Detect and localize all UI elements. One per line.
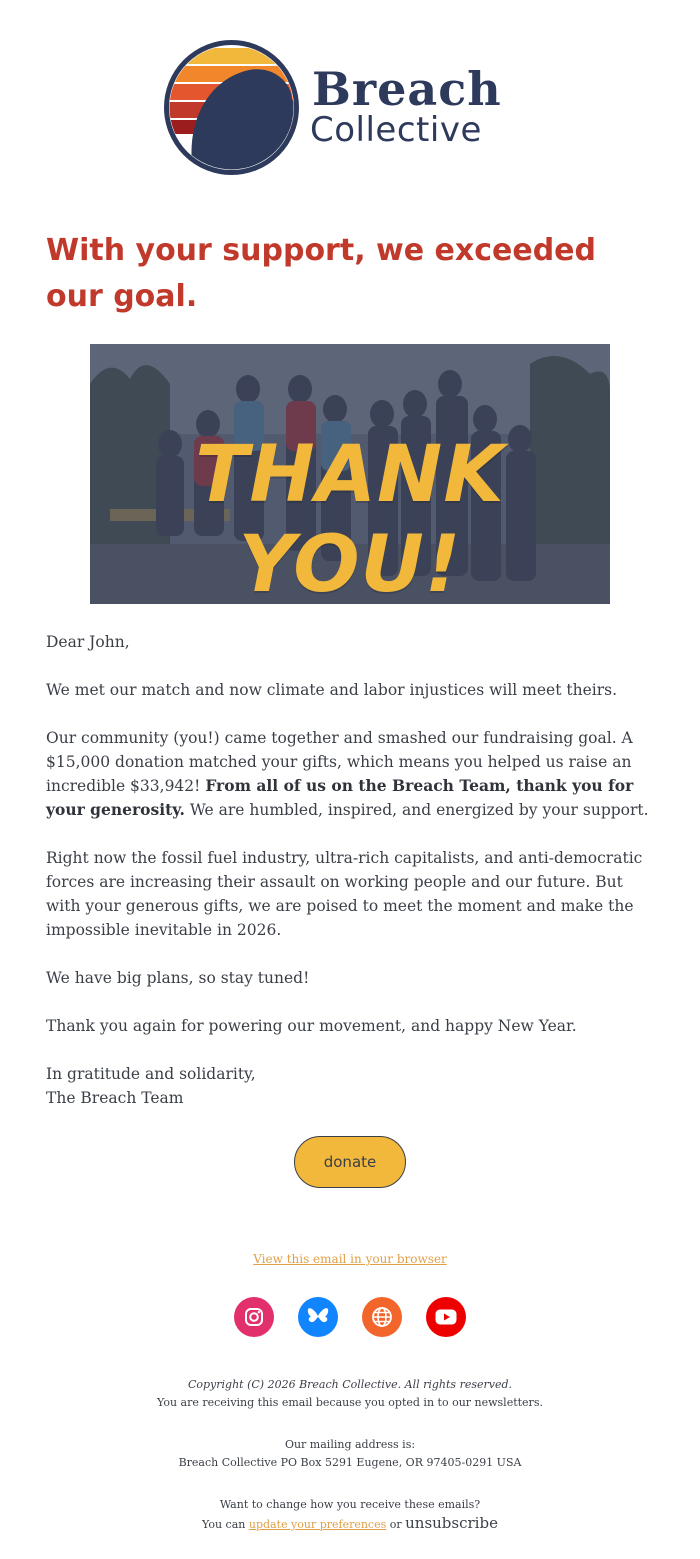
paragraph-2-end: We are humbled, inspired, and energized by your support. <box>184 801 649 819</box>
hero-image[interactable] <box>90 344 610 604</box>
wave-icon <box>164 40 299 175</box>
signoff-line-1: In gratitude and solidarity, <box>46 1065 256 1083</box>
update-preferences-link[interactable]: update your preferences <box>248 1518 387 1531</box>
paragraph-3: Right now the fossil fuel industry, ultra-rich capitalists, and anti-democratic forces are increasing their assault on working people and our future. But with your generous gifts, we are poised to meet the moment and make the impossible inevitable in 2026. <box>46 849 643 939</box>
footer-preferences <box>0 1496 700 1534</box>
social-links <box>234 1297 466 1337</box>
instagram-icon <box>244 1307 264 1327</box>
paragraph-5: Thank you again for powering our movement, and happy New Year. <box>46 1017 577 1035</box>
youtube-link[interactable] <box>426 1297 466 1337</box>
paragraph-2-bold: From all of us on the Breach Team, thank you for your generosity. <box>46 776 634 819</box>
unsubscribe-link[interactable]: unsubscribe <box>405 1514 498 1532</box>
butterfly-icon <box>307 1307 329 1327</box>
change-prompt: Want to change how you receive these emails? <box>219 1498 481 1511</box>
brand-name-top: Breach <box>312 62 502 116</box>
you-can-text: You can <box>202 1518 249 1531</box>
mailing-address: Breach Collective PO Box 5291 Eugene, OR 97405-0291 USA <box>178 1456 522 1469</box>
brand-name-bottom: Collective <box>310 110 482 150</box>
paragraph-2-start: Our community (you!) came together and smashed our fundraising goal. A $15,000 donation matched your gifts, which means you helped us raise an incredible $33,942! <box>46 729 633 795</box>
signoff-line-2: The Breach Team <box>46 1089 184 1107</box>
footer-legal <box>0 1376 700 1412</box>
footer-address <box>0 1436 700 1472</box>
preferences-line <box>0 1514 700 1534</box>
instagram-link[interactable] <box>234 1297 274 1337</box>
or-text: or <box>386 1518 406 1531</box>
paragraph-2 <box>46 726 658 822</box>
website-link[interactable] <box>362 1297 402 1337</box>
hero-thank-you-text: THANK YOU! <box>195 430 505 604</box>
signoff <box>46 1062 658 1110</box>
greeting: Dear John, <box>46 633 130 651</box>
copyright-text: Copyright (C) 2026 Breach Collective. All rights reserved. <box>187 1378 513 1391</box>
youtube-icon <box>435 1309 457 1325</box>
donate-button[interactable]: donate <box>294 1136 406 1188</box>
opt-in-text: You are receiving this email because you opted in to our newsletters. <box>157 1396 543 1409</box>
brand-logo[interactable] <box>164 40 544 175</box>
paragraph-1: We met our match and now climate and labor injustices will meet theirs. <box>46 681 618 699</box>
paragraph-4: We have big plans, so stay tuned! <box>46 969 310 987</box>
headline: With your support, we exceeded our goal. <box>46 233 597 314</box>
bluesky-link[interactable] <box>298 1297 338 1337</box>
email-body <box>46 630 658 1110</box>
mailing-label: Our mailing address is: <box>284 1438 416 1451</box>
globe-icon <box>371 1306 393 1328</box>
view-in-browser-link[interactable]: View this email in your browser <box>253 1252 447 1266</box>
